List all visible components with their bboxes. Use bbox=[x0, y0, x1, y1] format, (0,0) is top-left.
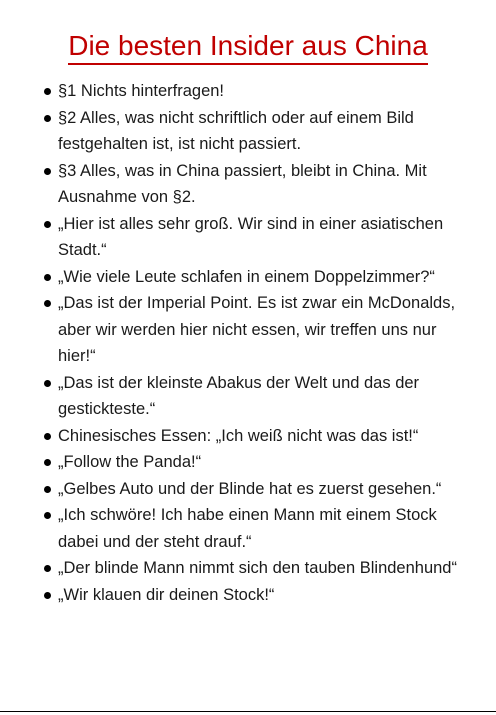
bullet-icon bbox=[44, 433, 51, 440]
list-item bbox=[58, 211, 478, 264]
bullet-icon bbox=[44, 168, 51, 175]
list-item bbox=[58, 555, 478, 582]
list-item bbox=[58, 370, 478, 423]
list-item bbox=[58, 423, 478, 450]
list-item-text: §1 Nichts hinterfragen! bbox=[58, 82, 225, 100]
list-item-text: „Gelbes Auto und der Blinde hat es zuerst gesehen.“ bbox=[58, 479, 442, 498]
list-item-text: „Wir klauen dir deinen Stock!“ bbox=[58, 585, 275, 604]
list-item bbox=[58, 264, 478, 291]
bullet-icon bbox=[44, 380, 51, 387]
bullet-icon bbox=[44, 592, 51, 599]
list-item-text: Chinesisches Essen: „Ich weiß nicht was das ist!“ bbox=[58, 426, 419, 445]
list-item-text: „Follow the Panda!“ bbox=[58, 453, 202, 471]
list-item bbox=[58, 78, 478, 105]
list-item bbox=[58, 290, 478, 370]
bullet-icon bbox=[44, 115, 51, 122]
list-item-text: „Das ist der kleinste Abakus der Welt und das der gestickteste.“ bbox=[58, 373, 420, 418]
list-item bbox=[58, 582, 478, 609]
list-item-text: „Hier ist alles sehr groß. Wir sind in einer asiatischen Stadt.“ bbox=[58, 214, 444, 259]
page-bottom-divider bbox=[0, 711, 496, 712]
bullet-icon bbox=[44, 486, 51, 493]
list-item bbox=[58, 158, 478, 211]
list-item-text: „Der blinde Mann nimmt sich den tauben Blindenhund“ bbox=[58, 559, 457, 577]
list-item-text: „Wie viele Leute schlafen in einem Doppelzimmer?“ bbox=[58, 267, 435, 286]
list-item bbox=[58, 449, 478, 476]
list-item bbox=[58, 502, 478, 555]
bullet-icon bbox=[44, 274, 51, 281]
bullet-icon bbox=[44, 88, 51, 95]
list-item bbox=[58, 476, 478, 503]
list-item-text: „Ich schwöre! Ich habe einen Mann mit einem Stock dabei und der steht drauf.“ bbox=[58, 506, 437, 551]
bullet-icon bbox=[44, 512, 51, 519]
list-item-text: „Das ist der Imperial Point. Es ist zwar ein McDonalds, aber wir werden hier nicht essen, wir treffen uns nur hier!“ bbox=[58, 294, 456, 365]
bullet-icon bbox=[44, 221, 51, 228]
page-title-text: Die besten Insider aus China bbox=[68, 30, 428, 65]
page-title bbox=[0, 30, 496, 65]
bullet-icon bbox=[44, 459, 51, 466]
list-item bbox=[58, 105, 478, 158]
bullet-icon bbox=[44, 300, 51, 307]
insider-list bbox=[58, 78, 478, 608]
list-item-text: §3 Alles, was in China passiert, bleibt in China. Mit Ausnahme von §2. bbox=[58, 161, 427, 206]
bullet-icon bbox=[44, 565, 51, 572]
list-item-text: §2 Alles, was nicht schriftlich oder auf einem Bild festgehalten ist, ist nicht passiert. bbox=[58, 108, 414, 153]
